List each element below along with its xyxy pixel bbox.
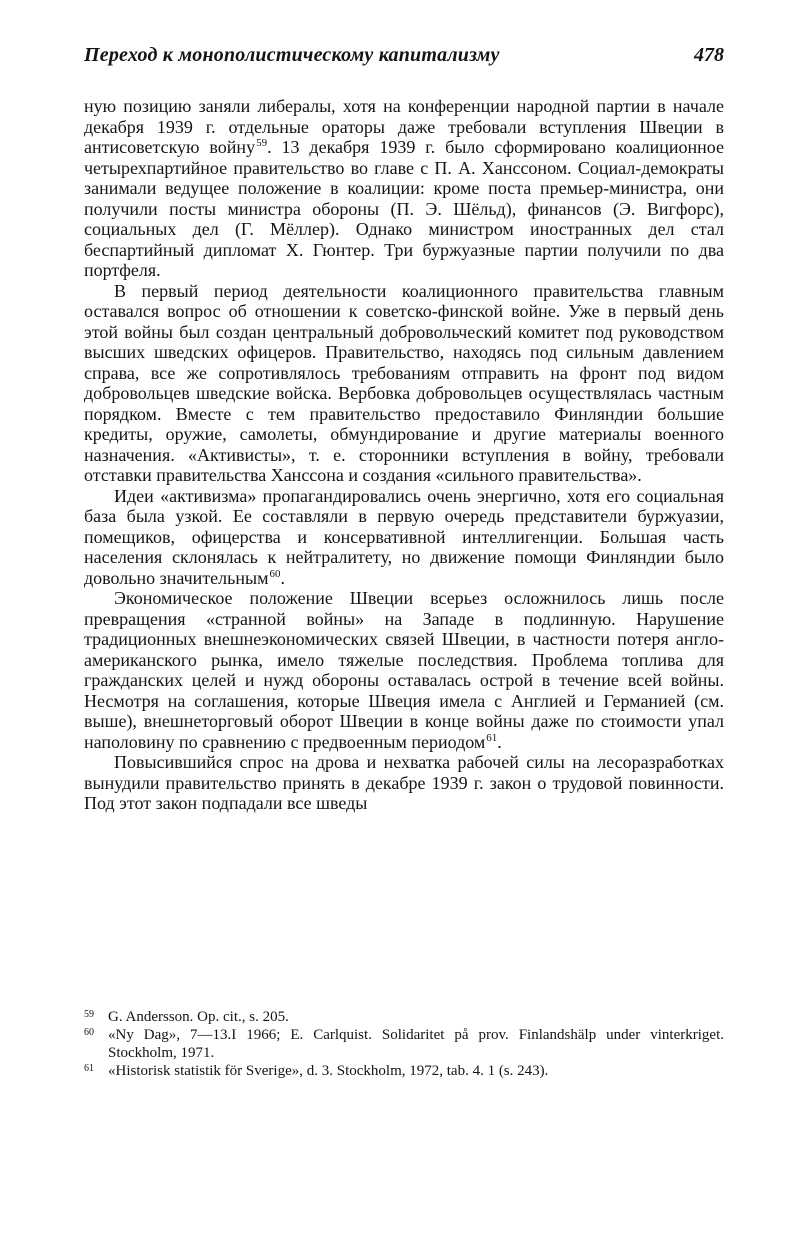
paragraph <box>84 588 724 752</box>
body-text <box>84 96 724 814</box>
footnote <box>84 1026 724 1062</box>
footnote <box>84 1008 724 1026</box>
running-head <box>84 44 724 84</box>
footnote-ref: 60 <box>269 567 281 580</box>
paragraph-text-continued: . <box>497 731 502 752</box>
footnote-text: «Historisk statistik för Sverige», d. 3. Stockholm, 1972, tab. 4. 1 (s. 243). <box>108 1063 549 1079</box>
paragraph <box>84 96 724 281</box>
paragraph-text-continued: . 13 декабря 1939 г. было сформировано коалиционное четырехпартийное правительство во главе с П. А. Ханссоном. Социал-демократы занимали ведущее положение в коалиции: кроме поста премьер-министра, они получили посты министра обороны (П. Э. Шёльд), финансов (Э. Вигфорс), социальных дел (Г. Мёллер). Однако министром иностранных дел стал беспартийный дипломат Х. Гюнтер. Три буржуазные партии получили по два портфеля. <box>84 137 724 280</box>
footnote-ref: 59 <box>256 137 268 149</box>
paragraph-text: Идеи «активизма» пропагандировались очень энергично, хотя его социальная база была узкой. Ее составляли в первую очередь представители буржуазии, помещиков, офицерства и консервативной интеллигенции. Большая часть населения склонялась к нейтралитету, но движение помощи Финляндии было довольно значительным <box>84 485 724 588</box>
footnote <box>84 1062 724 1080</box>
footnote-number: 59 <box>84 1009 94 1020</box>
footnote-number: 60 <box>84 1027 94 1038</box>
paragraph-text: Экономическое положение Швеции всерьез осложнилось лишь после превращения «странной войны» на Западе в подлинную. Нарушение традиционных внешнеэкономических связей Швеции, в частности потеря англо-американского рынка, имело тяжелые последствия. Проблема топлива для гражданских целей и нужд обороны оставалась острой в течение всей войны. Несмотря на соглашения, которые Швеция имела с Англией и Германией (см. выше), внешнеторговый оборот Швеции в конце войны даже по стоимости упал наполовину по сравнению с предвоенным периодом <box>84 588 724 752</box>
paragraph-text: В первый период деятельности коалиционного правительства главным оставался вопрос об отношении к советско-финской войне. Уже в первый день этой войны был создан центральный добровольческий комитет под руководством высших шведских офицеров. Правительство, находясь под сильным давлением справа, все же сопротивлялось требованиям отправить на фронт под видом добровольцев шведские войска. Вербовка добровольцев осуществлялась частным порядком. Вместе с тем правительство предоставило Финляндии большие кредиты, оружие, самолеты, обмундирование и другие материалы военного назначения. «Активисты», т. е. сторонники вступления в войну, требовали отставки правительства Ханссона и создания «сильного правительства». <box>84 280 724 485</box>
paragraph-text-continued: . <box>280 567 285 588</box>
footnote-text: «Ny Dag», 7—13.I 1966; E. Carlquist. Solidaritet på prov. Finlandshälp under vinterkriget. Stockholm, 1971. <box>108 1027 724 1061</box>
page-number: 478 <box>694 44 724 66</box>
paragraph-text: Повысившийся спрос на дрова и нехватка рабочей силы на лесоразработках вынудили правительство принять в декабре 1939 г. закон о трудовой повинности. Под этот закон подпадали все шведы <box>84 752 724 813</box>
running-title: Переход к монополистическому капитализму <box>84 44 500 66</box>
paragraph-text: ную позицию заняли либералы, хотя на конференции народной партии в начале декабря 1939 г. отдельные ораторы даже требовали вступления Швеции в антисоветскую войну <box>84 96 724 157</box>
footnote-text: G. Andersson. Op. cit., s. 205. <box>108 1009 289 1025</box>
footnote-number: 61 <box>84 1063 94 1074</box>
paragraph <box>84 752 724 814</box>
footnote-ref: 61 <box>486 731 498 744</box>
footnotes <box>84 1008 724 1080</box>
paragraph <box>84 281 724 486</box>
paragraph <box>84 486 724 589</box>
